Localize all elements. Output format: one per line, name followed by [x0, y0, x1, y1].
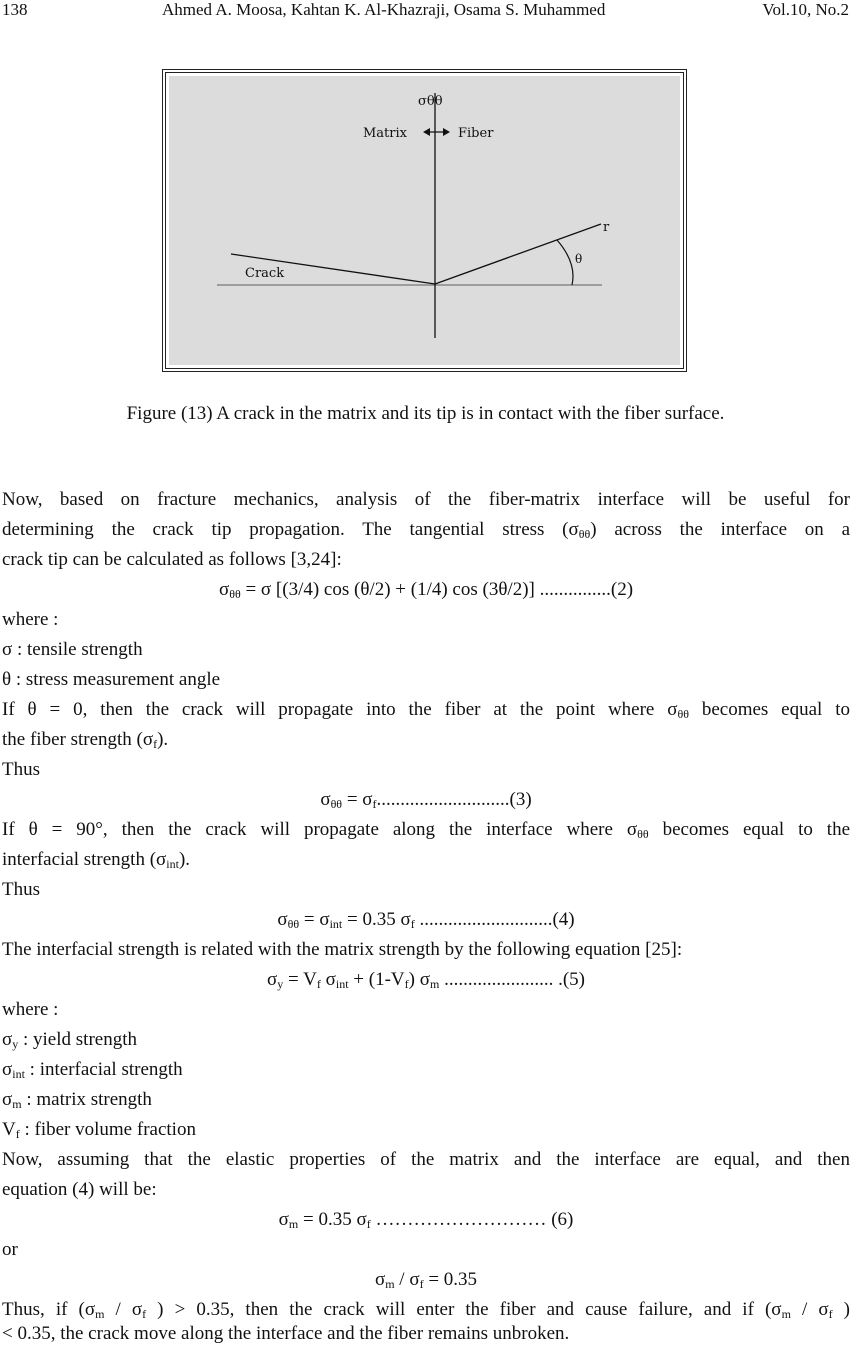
definition-interfacial: $\sigma_{int}$ : interfacial strength — [2, 1059, 183, 1081]
equation-3: $\sigma_{\theta\theta} = \sigma_f............................(3)$ — [320, 789, 532, 811]
definition-sigma: σ : tensile strength — [2, 639, 143, 660]
paragraph-5-line-1: Now, assuming that the elastic properties of the matrix and the interface are equal, and then — [2, 1149, 850, 1170]
equation-ratio: $\sigma_m / \sigma_f = 0.35$ — [374, 1269, 478, 1291]
definition-theta: θ : stress measurement angle — [2, 669, 221, 690]
definition-matrix: $\sigma_m$ : matrix strength — [2, 1089, 152, 1111]
paragraph-6-line-1: Thus, if ($\sigma_m / \sigma_f$ ) > 0.35, then the crack will enter the fiber and cause failure, and if ($\sigma_m / \sigma_f$ ) — [2, 1299, 850, 1321]
paragraph-1-line-3: crack tip can be calculated as follows [3,24]: — [2, 549, 342, 570]
fiber-label: Fiber — [458, 126, 494, 141]
paragraph-3-line-2: interfacial strength $(\sigma_{int})$. — [2, 849, 191, 871]
paragraph-2-line-1: If θ = 0, then the crack will propagate into the fiber at the point where $\sigma_{\theta\theta}$ becomes equal to — [2, 699, 850, 721]
paragraph-1-line-1: Now, based on fracture mechanics, analysis of the fiber-matrix interface will be useful for — [2, 489, 850, 510]
matrix-label: Matrix — [363, 126, 407, 141]
header-volume: Vol.10, No.2 — [762, 0, 849, 19]
crack-diagram — [169, 76, 680, 365]
paragraph-6-line-2: < 0.35, the crack move along the interface and the fiber remains unbroken. — [2, 1323, 570, 1344]
thus-label-2: Thus — [2, 879, 40, 900]
page-number: 138 — [2, 0, 28, 19]
paragraph-4: The interfacial strength is related with the matrix strength by the following equation [25]: — [2, 939, 683, 960]
paragraph-1-line-2: determining the crack tip propagation. The tangential stress $(\sigma_{\theta\theta})$ across the interface on a — [2, 519, 851, 541]
figure-caption: Figure (13) A crack in the matrix and its tip is in contact with the fiber surface. — [126, 403, 725, 424]
paragraph-3-line-1: If θ = 90°, then the crack will propagate along the interface where $\sigma_{\theta\theta}$ becomes equal to the — [2, 819, 851, 841]
equation-6: $\sigma_m = 0.35$ $\sigma_f$ ……………………… (6) — [278, 1209, 574, 1231]
definition-yield: $\sigma_y$ : yield strength — [2, 1029, 137, 1051]
theta-label: θ — [575, 252, 583, 266]
crack-label: Crack — [245, 266, 285, 281]
equation-5: $\sigma_y = V_f$ $\sigma_{int} + (1-V_f)$ $\sigma_m$ ....................... .(5) — [267, 969, 585, 991]
or-label: or — [2, 1239, 18, 1260]
figure-13 — [162, 69, 687, 372]
running-header — [0, 0, 851, 26]
where-label-1: where : — [2, 609, 59, 630]
definition-volume-fraction: $V_f$ : fiber volume fraction — [2, 1119, 196, 1141]
sigma-label: σθθ — [418, 94, 443, 109]
header-authors: Ahmed A. Moosa, Kahtan K. Al-Khazraji, Osama S. Muhammed — [162, 0, 606, 19]
r-label: r — [603, 220, 610, 235]
where-label-2: where : — [2, 999, 59, 1020]
paragraph-2-line-2: the fiber strength $(\sigma_f)$. — [2, 729, 169, 751]
thus-label-1: Thus — [2, 759, 40, 780]
equation-4: $\sigma_{\theta\theta} = \sigma_{int} = 0.35$ $\sigma_f$ ............................(4) — [277, 909, 575, 931]
paragraph-5-line-2: equation (4) will be: — [2, 1179, 157, 1200]
equation-2: $\sigma_{\theta\theta} = \sigma$ [(3/4) cos (θ/2) + (1/4) cos (3θ/2)] ...............(2) — [218, 579, 634, 601]
